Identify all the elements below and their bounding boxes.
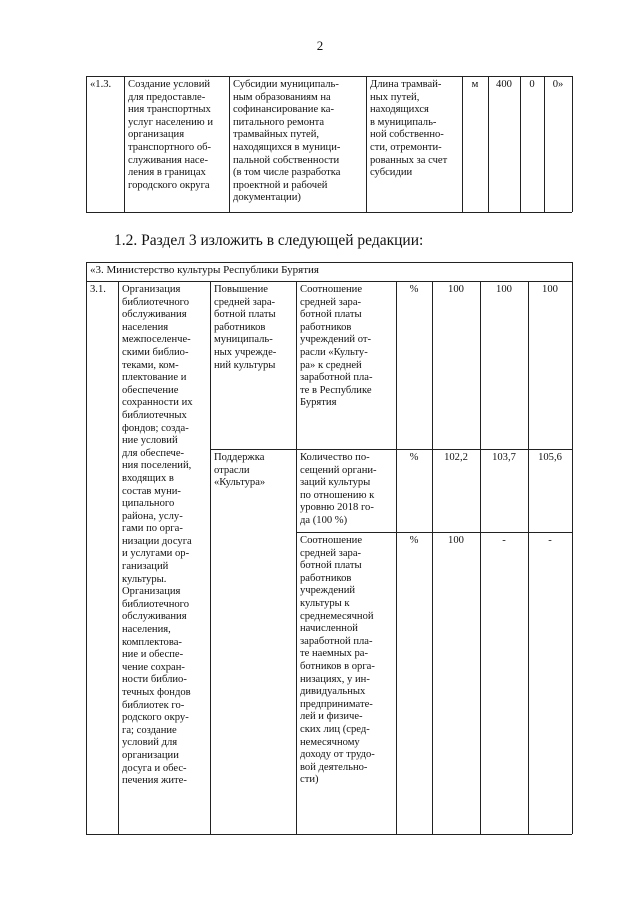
table2-measure-1: Повышение средней зара- ботной платы работников муниципаль- ных учрежде- ний культуры [214, 284, 277, 371]
table2-r3-v1: 100 [448, 535, 464, 546]
table2-r3-v2: - [502, 535, 506, 546]
table2-indicator-2: Количество по- сещений органи- заций культуры по отношению к уровню 2018 го- да (100 %) [300, 452, 377, 526]
table1-indicator: Длина трамвай- ных путей, находящихся в муниципаль- ной собственно- сти, отремонти- рованных за счет субсидии [370, 79, 448, 179]
table2-r2-v3: 105,6 [538, 452, 562, 463]
table2-r1-v1: 100 [448, 284, 464, 295]
table1-activity: Создание условий для предоставле- ния транспортных услуг населению и организация транспортного об- служивания насе- ления в границах городского округа [128, 79, 214, 191]
table2-measure-2: Поддержка отрасли «Культура» [214, 452, 266, 489]
table2-activity: Организация библиотечного обслуживания населения межпоселенче- скими библио- теками, ком- плектование и обеспечение сохранности их библиотечных фондов; созда- ние условий для обеспече- ния поселений, входящих в состав муни- ципального района, услу- гами по орга- низации досуга и услугами ор- ганизаций культуры. Организация библиотечного обслуживания населения, комплектова- ние и обеспе- чение сохран- ности библио- течных фондов библиотек го- родского окру- га; создание условий для организации досуга и обес- печения жите- [122, 284, 193, 787]
table2-r3-v3: - [548, 535, 552, 546]
table2-r1-v2: 100 [496, 284, 512, 295]
table1-measure: Субсидии муниципаль- ным образованиям на софинансирование ка- питального ремонта трамвайных путей, находящихся в муници- пальной собственности (в том числе разработка проектной и рабочей документации) [233, 79, 341, 204]
table1-value-1: 400 [496, 79, 512, 90]
table2-r2-v2: 103,7 [492, 452, 516, 463]
section-heading: 1.2. Раздел 3 изложить в следующей редакции: [114, 232, 424, 249]
table2-unit-2: % [409, 452, 419, 463]
table2-r1-v3: 100 [542, 284, 558, 295]
table2-indicator-3: Соотношение средней зара- ботной платы работников учреждений культуры к среднемесячной начисленной заработной пла- те наемных ра- ботников в орга- низациях, у ин- дивидуальных предпринимате- лей и физиче- ских лиц (сред- немесячному доходу от трудо- вой деятельно- сти) [300, 535, 375, 786]
table1-value-2: 0 [529, 79, 535, 90]
table2-unit-3: % [409, 535, 419, 546]
page-number: 2 [316, 38, 324, 53]
table2-unit-1: % [409, 284, 419, 295]
table2-indicator-1: Соотношение средней зара- ботной платы работников учреждений от- расли «Культу- ра» к средней заработной пла- те в Республике Бурятия [300, 284, 373, 409]
table1-row-number: «1.3. [90, 79, 112, 90]
ministry-title: «3. Министерство культуры Республики Бурятия [90, 264, 319, 276]
table2-row-number: 3.1. [90, 284, 106, 295]
table1-unit: м [471, 79, 479, 90]
table1-value-3: 0» [552, 79, 564, 90]
table2-r2-v1: 102,2 [444, 452, 468, 463]
